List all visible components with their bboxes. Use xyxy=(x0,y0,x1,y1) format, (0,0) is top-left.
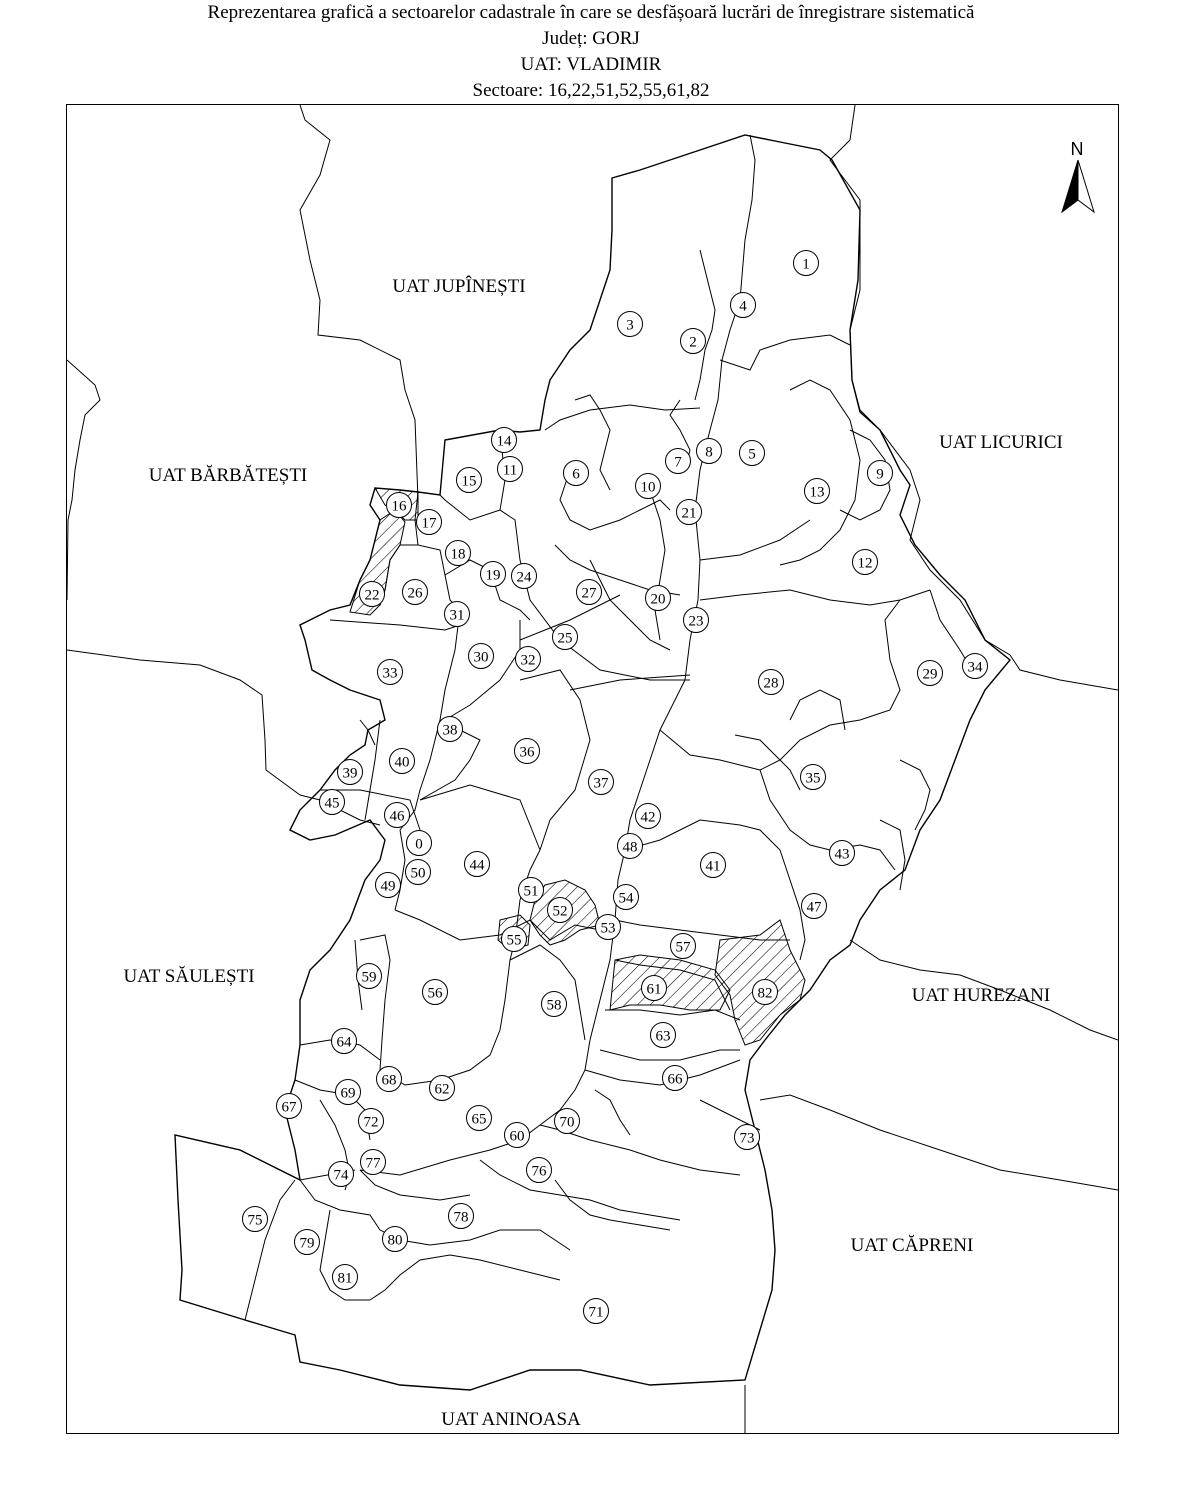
sector-number: 43 xyxy=(834,846,850,863)
north-letter: N xyxy=(1070,139,1084,159)
sector-marker xyxy=(564,461,589,486)
sector-number: 25 xyxy=(557,630,573,647)
sector-marker xyxy=(918,661,943,686)
sector-number: 54 xyxy=(618,890,634,907)
sector-marker xyxy=(753,980,778,1005)
sector-marker xyxy=(407,831,432,856)
sector-number: 74 xyxy=(333,1167,349,1184)
sector-marker xyxy=(469,644,494,669)
sector-number: 72 xyxy=(363,1114,379,1131)
sector-marker xyxy=(515,739,540,764)
sector-marker xyxy=(519,878,544,903)
sector-marker xyxy=(963,654,988,679)
sector-marker xyxy=(438,717,463,742)
sector-number: 80 xyxy=(387,1232,403,1249)
uat-licurici-label: UAT LICURICI xyxy=(939,432,1063,453)
sector-marker xyxy=(360,582,385,607)
sector-marker xyxy=(642,976,667,1001)
sector-number: 0 xyxy=(415,836,423,853)
sector-marker xyxy=(646,586,671,611)
sector-number: 65 xyxy=(471,1111,487,1128)
sector-number: 29 xyxy=(922,666,938,683)
sector-marker xyxy=(333,1265,358,1290)
capreni-boundary xyxy=(760,1095,1118,1190)
sector-marker xyxy=(377,1067,402,1092)
sector-marker xyxy=(329,1162,354,1187)
sector-marker xyxy=(385,803,410,828)
sector-number: 34 xyxy=(967,659,983,676)
sector-marker xyxy=(684,608,709,633)
sector-number: 33 xyxy=(382,665,398,682)
sectors-label: Sectoare: 16,22,51,52,55,61,82 xyxy=(472,80,710,101)
north-arrow-icon xyxy=(1062,139,1094,212)
sector-marker xyxy=(445,602,470,627)
sector-marker xyxy=(677,500,702,525)
sector-marker xyxy=(681,329,706,354)
sector-marker xyxy=(830,841,855,866)
sector-number: 49 xyxy=(380,878,396,895)
sector-number: 8 xyxy=(705,444,713,461)
sector-number: 60 xyxy=(509,1128,525,1145)
sector-number: 40 xyxy=(394,754,410,771)
sector-number: 77 xyxy=(365,1155,381,1172)
sector-number: 75 xyxy=(247,1212,263,1229)
sector-number: 46 xyxy=(389,808,405,825)
sector-number: 14 xyxy=(496,433,512,450)
sector-marker xyxy=(596,915,621,940)
sector-number: 10 xyxy=(640,479,656,496)
sector-marker xyxy=(663,1066,688,1091)
sector-number: 17 xyxy=(421,515,437,532)
uat-aninoasa-label: UAT ANINOASA xyxy=(441,1409,581,1430)
sector-number: 62 xyxy=(434,1081,450,1098)
sector-number: 76 xyxy=(531,1163,547,1180)
jupinesti-boundary xyxy=(300,105,418,500)
sector-marker xyxy=(697,439,722,464)
sector-marker xyxy=(457,468,482,493)
sector-marker xyxy=(465,852,490,877)
sector-number: 67 xyxy=(281,1099,297,1116)
sector-number: 55 xyxy=(506,932,522,949)
sector-number: 56 xyxy=(427,985,443,1002)
sector-number: 28 xyxy=(763,675,779,692)
sector-marker xyxy=(243,1207,268,1232)
sector-number: 69 xyxy=(340,1085,356,1102)
sector-number: 13 xyxy=(809,484,825,501)
sector-marker xyxy=(336,1080,361,1105)
sector-number: 39 xyxy=(342,765,358,782)
uat-vladimir-outline xyxy=(175,135,1010,1390)
sector-number: 9 xyxy=(876,466,884,483)
sector-number: 68 xyxy=(381,1072,397,1089)
sector-marker xyxy=(577,580,602,605)
sector-marker xyxy=(666,449,691,474)
sector-number: 82 xyxy=(757,985,773,1002)
sector-number: 36 xyxy=(519,744,535,761)
sector-number: 15 xyxy=(461,473,477,490)
sector-marker xyxy=(430,1076,455,1101)
barbatesti-saulesti-boundary xyxy=(67,650,300,795)
sector-number: 52 xyxy=(552,903,568,920)
sector-number: 42 xyxy=(640,809,656,826)
sector-number: 61 xyxy=(646,981,662,998)
sector-number: 45 xyxy=(324,795,340,812)
sector-marker xyxy=(423,980,448,1005)
sector-marker xyxy=(383,1227,408,1252)
sector-marker xyxy=(868,461,893,486)
sector-marker xyxy=(671,934,696,959)
sector-number: 59 xyxy=(361,969,377,986)
sector-number: 58 xyxy=(546,997,562,1014)
uat-hurezani-label: UAT HUREZANI xyxy=(911,985,1051,1006)
sector-61-area xyxy=(610,955,730,1010)
sector-number: 31 xyxy=(449,607,465,624)
sector-number: 48 xyxy=(622,839,638,856)
sector-marker xyxy=(446,541,471,566)
sector-marker xyxy=(502,927,527,952)
sector-number: 7 xyxy=(674,454,682,471)
sector-number: 37 xyxy=(593,775,609,792)
sector-marker xyxy=(735,1125,760,1150)
sector-marker xyxy=(589,770,614,795)
sector-marker xyxy=(361,1150,386,1175)
sector-number: 6 xyxy=(572,466,580,483)
sector-number: 1 xyxy=(802,256,810,273)
sector-number: 24 xyxy=(516,569,532,586)
sector-marker xyxy=(492,428,517,453)
sector-number: 2 xyxy=(689,334,697,351)
sector-number: 19 xyxy=(485,567,501,584)
sector-number: 35 xyxy=(805,770,821,787)
sector-marker xyxy=(338,760,363,785)
barbatesti-boundary xyxy=(67,360,100,600)
sector-number: 27 xyxy=(581,585,597,602)
uat-capreni-label: UAT CĂPRENI xyxy=(850,1235,974,1256)
sector-number: 78 xyxy=(453,1209,469,1226)
sector-marker xyxy=(802,894,827,919)
sector-marker xyxy=(618,834,643,859)
sector-marker xyxy=(542,992,567,1017)
sector-number: 21 xyxy=(681,505,697,522)
sector-marker xyxy=(759,670,784,695)
sector-marker xyxy=(376,873,401,898)
sector-number: 23 xyxy=(688,613,704,630)
sector-marker xyxy=(548,898,573,923)
sector-marker xyxy=(584,1299,609,1324)
sector-number: 3 xyxy=(626,317,634,334)
uat-saulesti-label: UAT SĂULEȘTI xyxy=(123,966,255,987)
uat-label: UAT: VLADIMIR xyxy=(520,54,662,75)
sector-marker xyxy=(553,625,578,650)
sector-marker xyxy=(516,647,541,672)
sector-number: 38 xyxy=(442,722,458,739)
sector-marker xyxy=(357,964,382,989)
sector-marker xyxy=(853,550,878,575)
highlighted-sectors xyxy=(350,488,805,1045)
sector-number: 53 xyxy=(600,920,616,937)
sector-number: 63 xyxy=(655,1028,671,1045)
sector-marker xyxy=(417,510,442,535)
sector-number: 71 xyxy=(588,1304,604,1321)
sector-number: 22 xyxy=(364,587,380,604)
sector-marker xyxy=(636,474,661,499)
sector-marker xyxy=(332,1029,357,1054)
sector-number: 4 xyxy=(739,298,747,315)
sector-marker xyxy=(387,493,412,518)
sector-marker xyxy=(701,853,726,878)
sector-number: 50 xyxy=(410,865,426,882)
sector-marker xyxy=(555,1109,580,1134)
sector-number: 20 xyxy=(650,591,666,608)
sector-number: 12 xyxy=(857,555,873,572)
sector-marker xyxy=(614,885,639,910)
sector-marker xyxy=(805,479,830,504)
sector-marker xyxy=(403,580,428,605)
sector-marker xyxy=(467,1106,492,1131)
uat-barbatesti-label: UAT BĂRBĂTEȘTI xyxy=(148,465,308,486)
uat-jupinesti-label: UAT JUPÎNEȘTI xyxy=(392,276,526,297)
sector-marker xyxy=(498,457,523,482)
sector-number: 44 xyxy=(469,857,485,874)
sector-number: 64 xyxy=(336,1034,352,1051)
sector-number: 70 xyxy=(559,1114,575,1131)
sector-marker xyxy=(277,1094,302,1119)
sector-number: 32 xyxy=(520,652,536,669)
sector-number: 73 xyxy=(739,1130,755,1147)
sector-number: 30 xyxy=(473,649,489,666)
sector-number: 26 xyxy=(407,585,423,602)
sector-marker xyxy=(320,790,345,815)
sector-marker xyxy=(378,660,403,685)
sector-number: 51 xyxy=(523,883,539,900)
county-label: Județ: GORJ xyxy=(542,28,640,49)
sector-labels xyxy=(243,251,988,1324)
sector-number: 57 xyxy=(675,939,691,956)
sector-marker xyxy=(651,1023,676,1048)
sector-marker xyxy=(731,293,756,318)
neighbour-labels xyxy=(123,275,1062,1430)
sector-number: 5 xyxy=(748,446,756,463)
sector-marker xyxy=(636,804,661,829)
sector-marker xyxy=(390,749,415,774)
map-title: Reprezentarea grafică a sectoarelor cadastrale în care se desfășoară lucrări de înregistrare sistematică xyxy=(207,2,975,23)
sector-marker xyxy=(618,312,643,337)
sector-marker xyxy=(794,251,819,276)
sector-number: 47 xyxy=(806,899,822,916)
sector-marker xyxy=(449,1204,474,1229)
sector-marker xyxy=(801,765,826,790)
sector-number: 18 xyxy=(450,546,466,563)
sector-number: 41 xyxy=(705,858,721,875)
sector-number: 66 xyxy=(667,1071,683,1088)
sector-marker xyxy=(359,1109,384,1134)
boundary-lines xyxy=(67,105,1118,1433)
sector-number: 11 xyxy=(502,462,518,479)
sector-marker xyxy=(740,441,765,466)
sector-marker xyxy=(527,1158,552,1183)
sector-number: 16 xyxy=(391,498,407,515)
sector-marker xyxy=(505,1123,530,1148)
sector-number: 81 xyxy=(337,1270,353,1287)
sector-marker xyxy=(481,562,506,587)
sector-marker xyxy=(512,564,537,589)
sector-number: 79 xyxy=(299,1235,315,1252)
sector-marker xyxy=(406,860,431,885)
sector-marker xyxy=(295,1230,320,1255)
